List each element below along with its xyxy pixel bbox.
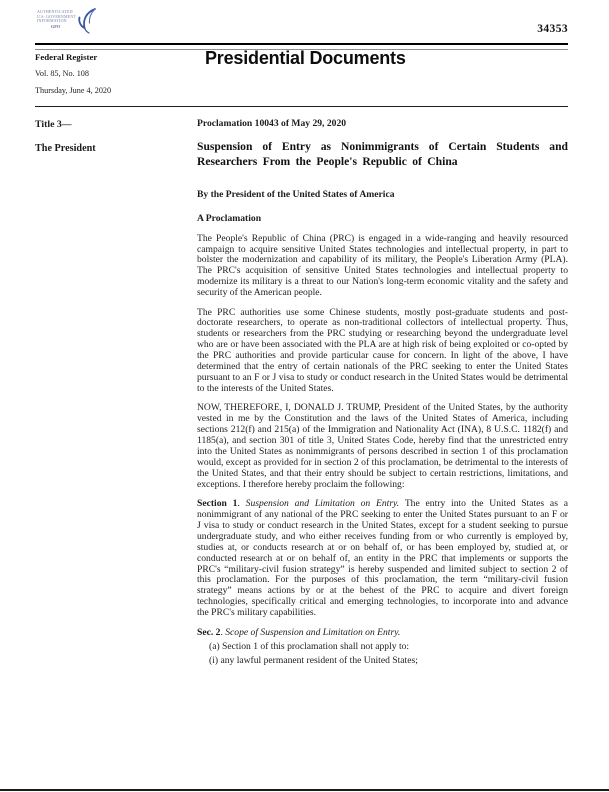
paragraph-2: The PRC authorities use some Chinese students, mostly post-graduate students and post-doctorate researchers, to operate as non-traditional collectors of intellectual property. Thus, students or researchers from the PRC studying or researching beyond the undergraduate level who are or have been associated with the PLA are at high risk of being exploited or co-opted by the PRC authorities and provide particular cause for concern. In light of the above, I have determined that the entry of certain nationals of the PRC seeking to enter the United States pursuant to an F or J visa to study or conduct research in the United States would be detrimental to the interests of the United States. — [197, 306, 568, 394]
section-1-text: The entry into the United States as a nonimmigrant of any national of the PRC seeking to enter the United States pursuant to an F or J visa to study or conduct research in the United States, except for a student seeking to pursue undergraduate study, and who either receives funding from or who currently is employed by, studies at, or conducts research at or on behalf of, or has been employed by, studied at, or conducted research at or on behalf of, an entity in the PRC that implements or supports the PRC's “military-civil fusion strategy” is hereby suspended and limited subject to section 2 of this proclamation. For the purposes of this proclamation, the term “military-civil fusion strategy” means actions by or at the behest of the PRC to acquire and divert foreign technologies, specifically critical and emerging technologies, to incorporate into and advance the PRC's military capabilities. — [197, 498, 568, 619]
masthead-rule — [35, 106, 568, 107]
section-1-italic-title: Suspension and Limitation on Entry. — [245, 498, 400, 510]
gpo-logo-gpo: GPO — [51, 23, 61, 29]
byline: By the President of the United States of America — [197, 189, 395, 201]
masthead — [35, 48, 568, 106]
section-2-italic-title: Scope of Suspension and Limitation on Entry. — [225, 626, 401, 638]
section-2-label: Sec. 2 — [197, 626, 221, 638]
proclamation-title: Suspension of Entry as Nonimmigrants of Certain Students and Researchers From the People's Republic of China — [197, 139, 568, 169]
publication-name: Federal Register — [35, 52, 98, 62]
margin-column — [35, 119, 197, 667]
title3-label: Title 3— — [35, 119, 72, 130]
section-title: Presidential Documents — [205, 48, 406, 68]
paragraph-1: The People's Republic of China (PRC) is engaged in a wide-ranging and heavily resourced campaign to acquire sensitive United States technologies and intellectual property, in part to bolster the modernization and capability of its military, the People's Liberation Army (PLA). The PRC's acquisition of sensitive United States technologies and intellectual property to modernize its military is a threat to our Nation's long-term economic vitality and the safety and security of the American people. — [197, 232, 568, 299]
gpo-logo-line2: U.S. GOVERNMENT — [37, 13, 77, 19]
gpo-logo-line1: AUTHENTICATED — [37, 9, 73, 14]
gpo-eagle-swoosh-icon — [74, 7, 98, 40]
gpo-logo-text — [37, 10, 76, 29]
gpo-logo-line3: INFORMATION — [37, 18, 67, 24]
section-1-paragraph — [197, 499, 568, 619]
section-2-separator: . — [220, 626, 226, 638]
section-1-separator: . — [237, 498, 246, 510]
section-1-label: Section 1 — [197, 498, 238, 510]
volume-line: Vol. 85, No. 108 — [35, 69, 89, 78]
section-2-heading — [197, 628, 568, 639]
page-bottom-edge — [0, 789, 609, 791]
clause-a: (a) Section 1 of this proclamation shall not apply to: — [209, 640, 410, 652]
date-line: Thursday, June 4, 2020 — [35, 86, 112, 95]
page-content — [35, 119, 568, 667]
proclamation-body — [197, 119, 568, 667]
proclamation-number-line: Proclamation 10043 of May 29, 2020 — [197, 118, 347, 129]
a-proclamation-heading: A Proclamation — [197, 213, 262, 225]
paragraph-3: NOW, THEREFORE, I, DONALD J. TRUMP, President of the United States, by the authority vested in me by the Constitution and the laws of the United States of America, including sections 212(f) and 215(a) of the Immigration and Nationality Act (INA), 8 U.S.C. 1182(f) and 1185(a), and section 301 of title 3, United States Code, hereby find that the unrestricted entry into the United States as nonimmigrants of persons described in section 1 of this proclamation would, except as provided for in section 2 of this proclamation, be detrimental to the interests of the United States, and that their entry should be subject to certain restrictions, limitations, and exceptions. I therefore hereby proclaim the following: — [197, 402, 568, 490]
page-number: 34353 — [537, 23, 568, 35]
gpo-authenticated-logo — [37, 7, 98, 40]
clause-i: (i) any lawful permanent resident of the United States; — [209, 654, 418, 666]
the-president-label: The President — [35, 143, 96, 154]
